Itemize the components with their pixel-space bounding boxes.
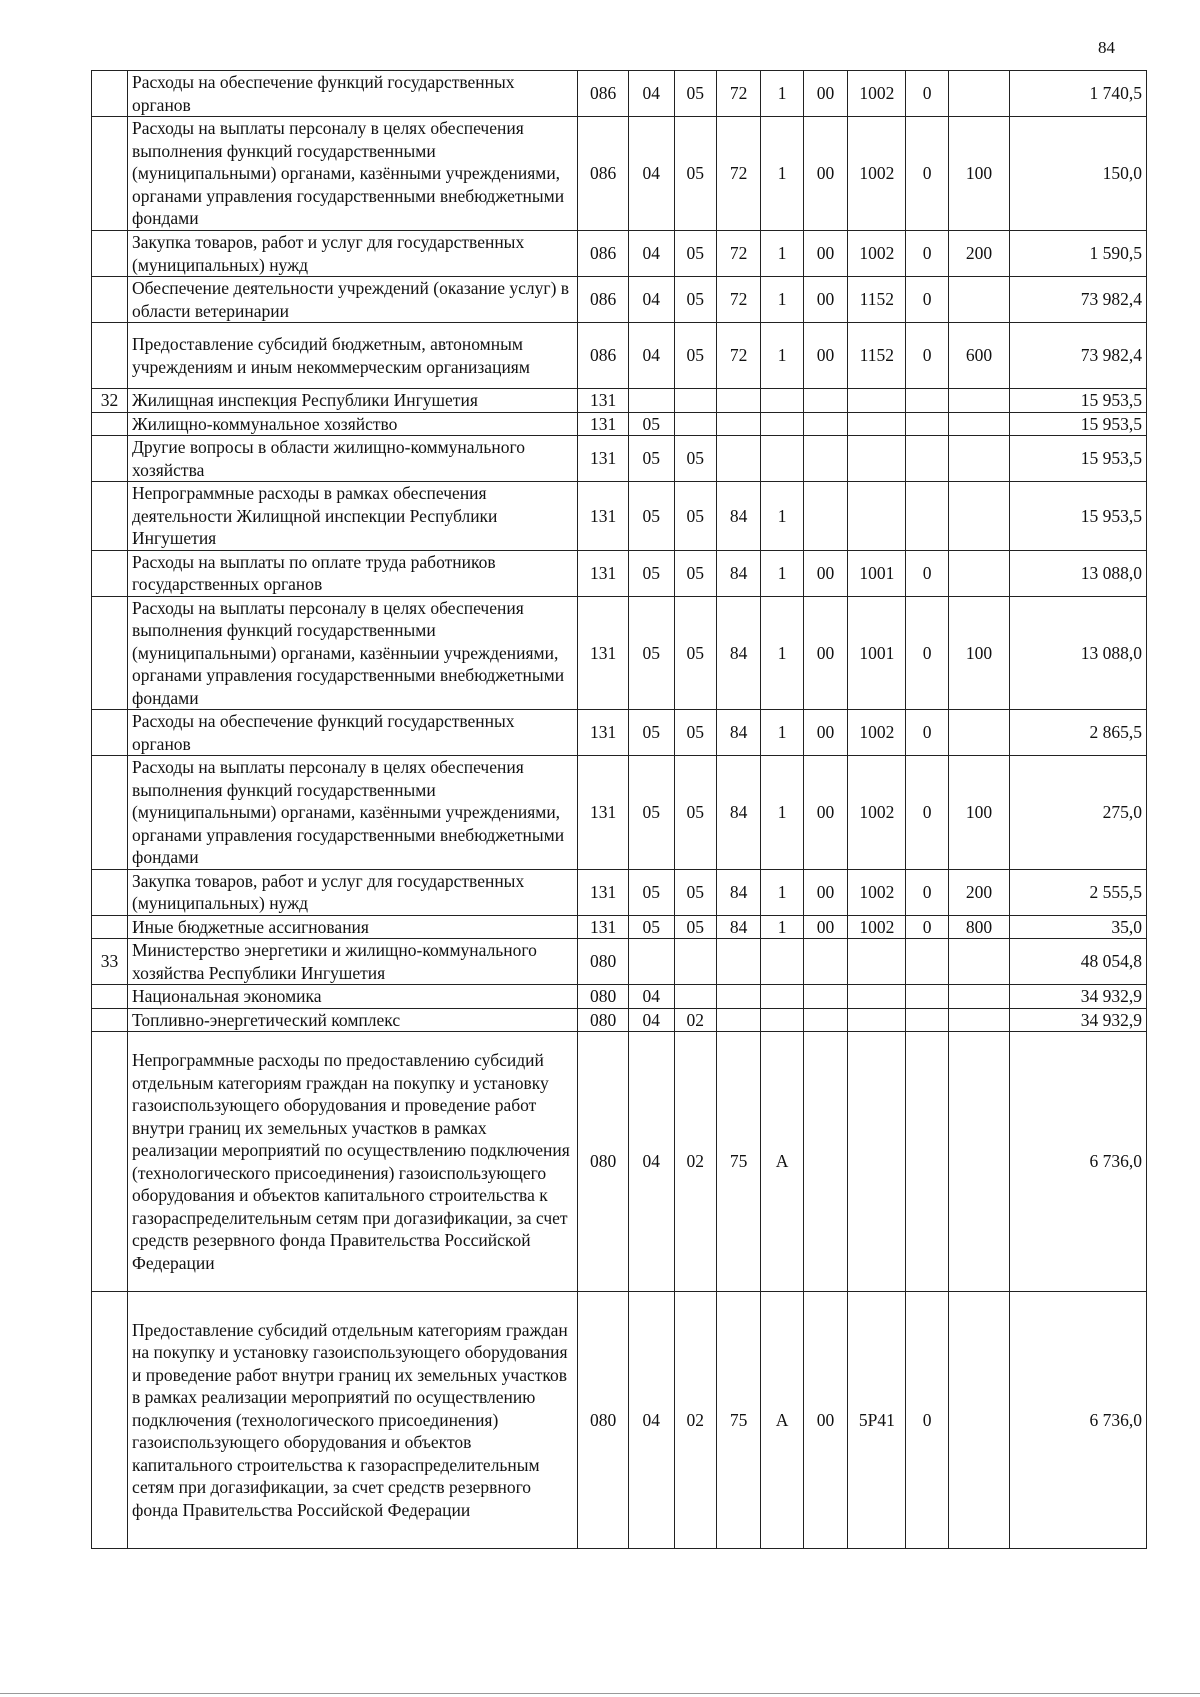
row-amount: 15 953,5 <box>1010 412 1147 436</box>
table-row <box>92 436 1147 482</box>
table-row <box>92 1008 1147 1032</box>
direction-code: 00 <box>803 915 847 939</box>
direction-code: 00 <box>803 1292 847 1549</box>
row-number <box>92 985 128 1009</box>
expense-code: 1002 <box>848 231 906 277</box>
row-amount: 6 736,0 <box>1010 1032 1147 1292</box>
direction-code <box>803 436 847 482</box>
subprogram-code <box>761 412 803 436</box>
extra-code <box>906 389 948 413</box>
row-number <box>92 915 128 939</box>
subprogram-code: 1 <box>761 915 803 939</box>
expense-type-code <box>948 436 1009 482</box>
table-row <box>92 412 1147 436</box>
subsection-code: 05 <box>674 117 716 231</box>
table-row <box>92 869 1147 915</box>
direction-code <box>803 985 847 1009</box>
row-amount: 48 054,8 <box>1010 939 1147 985</box>
row-amount: 1 740,5 <box>1010 71 1147 117</box>
row-name: Непрограммные расходы по предоставлению субсидий отдельным категориям граждан на покупку и установку газоиспользующего оборудования и проведение работ внутри границ их земельных участков в рамках реализации мероприятий по осуществлению подключения (технологического присоединения) газоиспользующего оборудования и объектов капитального строительства к газораспределительным сетям при догазификации, за счет средств резервного фонда Правительства Российской Федерации <box>128 1032 578 1292</box>
admin-code: 131 <box>578 482 629 551</box>
direction-code: 00 <box>803 756 847 870</box>
subsection-code: 05 <box>674 756 716 870</box>
extra-code: 0 <box>906 71 948 117</box>
section-code: 04 <box>629 277 675 323</box>
row-name: Закупка товаров, работ и услуг для государственных (муниципальных) нужд <box>128 869 578 915</box>
subsection-code: 05 <box>674 323 716 389</box>
expense-type-code <box>948 412 1009 436</box>
extra-code: 0 <box>906 756 948 870</box>
expense-type-code <box>948 985 1009 1009</box>
program-code: 75 <box>716 1292 760 1549</box>
table-row <box>92 596 1147 710</box>
row-name: Министерство энергетики и жилищно-коммунального хозяйства Республики Ингушетия <box>128 939 578 985</box>
program-code: 72 <box>716 231 760 277</box>
expense-type-code <box>948 1008 1009 1032</box>
program-code: 75 <box>716 1032 760 1292</box>
row-amount: 275,0 <box>1010 756 1147 870</box>
expense-type-code: 100 <box>948 596 1009 710</box>
row-number <box>92 1292 128 1549</box>
extra-code <box>906 985 948 1009</box>
section-code: 05 <box>629 869 675 915</box>
extra-code: 0 <box>906 915 948 939</box>
table-body <box>92 71 1147 1549</box>
row-amount: 13 088,0 <box>1010 550 1147 596</box>
row-amount: 150,0 <box>1010 117 1147 231</box>
expense-type-code: 600 <box>948 323 1009 389</box>
expense-type-code: 100 <box>948 756 1009 870</box>
extra-code <box>906 1032 948 1292</box>
row-number <box>92 596 128 710</box>
table-row <box>92 985 1147 1009</box>
table-row <box>92 939 1147 985</box>
admin-code: 080 <box>578 1032 629 1292</box>
program-code: 84 <box>716 482 760 551</box>
row-number <box>92 1032 128 1292</box>
program-code: 84 <box>716 756 760 870</box>
subsection-code: 05 <box>674 277 716 323</box>
expense-type-code <box>948 71 1009 117</box>
admin-code: 131 <box>578 412 629 436</box>
subsection-code: 05 <box>674 231 716 277</box>
direction-code: 00 <box>803 71 847 117</box>
row-name: Расходы на обеспечение функций государственных органов <box>128 710 578 756</box>
direction-code <box>803 389 847 413</box>
direction-code <box>803 1032 847 1292</box>
direction-code: 00 <box>803 323 847 389</box>
subprogram-code <box>761 389 803 413</box>
section-code: 04 <box>629 117 675 231</box>
table-row <box>92 550 1147 596</box>
section-code: 05 <box>629 482 675 551</box>
section-code: 05 <box>629 710 675 756</box>
expense-type-code <box>948 389 1009 413</box>
subprogram-code: 1 <box>761 550 803 596</box>
program-code: 72 <box>716 323 760 389</box>
table-row <box>92 323 1147 389</box>
table-row <box>92 915 1147 939</box>
expense-type-code <box>948 277 1009 323</box>
expense-code: 1002 <box>848 756 906 870</box>
program-code: 72 <box>716 117 760 231</box>
subsection-code: 05 <box>674 915 716 939</box>
row-number <box>92 323 128 389</box>
extra-code: 0 <box>906 710 948 756</box>
subsection-code <box>674 412 716 436</box>
subsection-code: 02 <box>674 1292 716 1549</box>
row-number: 33 <box>92 939 128 985</box>
admin-code: 086 <box>578 231 629 277</box>
direction-code: 00 <box>803 596 847 710</box>
extra-code <box>906 1008 948 1032</box>
subsection-code <box>674 985 716 1009</box>
table-row <box>92 710 1147 756</box>
admin-code: 080 <box>578 1292 629 1549</box>
expense-type-code <box>948 550 1009 596</box>
subprogram-code: 1 <box>761 482 803 551</box>
expense-code <box>848 412 906 436</box>
subprogram-code: А <box>761 1032 803 1292</box>
direction-code: 00 <box>803 277 847 323</box>
admin-code: 131 <box>578 550 629 596</box>
row-amount: 73 982,4 <box>1010 277 1147 323</box>
program-code: 84 <box>716 550 760 596</box>
admin-code: 131 <box>578 756 629 870</box>
program-code: 84 <box>716 869 760 915</box>
subprogram-code: 1 <box>761 323 803 389</box>
expense-type-code: 100 <box>948 117 1009 231</box>
row-name: Другие вопросы в области жилищно-коммунального хозяйства <box>128 436 578 482</box>
extra-code: 0 <box>906 596 948 710</box>
program-code <box>716 389 760 413</box>
row-name: Национальная экономика <box>128 985 578 1009</box>
section-code: 05 <box>629 756 675 870</box>
row-number <box>92 277 128 323</box>
program-code <box>716 412 760 436</box>
section-code: 04 <box>629 985 675 1009</box>
subsection-code: 05 <box>674 71 716 117</box>
row-number <box>92 231 128 277</box>
subprogram-code: 1 <box>761 756 803 870</box>
subsection-code: 05 <box>674 869 716 915</box>
direction-code: 00 <box>803 869 847 915</box>
section-code: 04 <box>629 1292 675 1549</box>
row-amount: 2 865,5 <box>1010 710 1147 756</box>
table-row <box>92 277 1147 323</box>
table-row <box>92 231 1147 277</box>
extra-code <box>906 436 948 482</box>
subprogram-code: 1 <box>761 231 803 277</box>
row-amount: 2 555,5 <box>1010 869 1147 915</box>
expense-code: 5Р41 <box>848 1292 906 1549</box>
subprogram-code <box>761 939 803 985</box>
expense-type-code: 200 <box>948 869 1009 915</box>
expense-code <box>848 939 906 985</box>
extra-code: 0 <box>906 869 948 915</box>
row-name: Топливно-энергетический комплекс <box>128 1008 578 1032</box>
row-name: Непрограммные расходы в рамках обеспечения деятельности Жилищной инспекции Республики Ингушетия <box>128 482 578 551</box>
table-row <box>92 117 1147 231</box>
row-name: Расходы на выплаты персоналу в целях обеспечения выполнения функций государственными (муниципальными) органами, казённыии учреждениями, органами управления государственными внебюджетными фондами <box>128 596 578 710</box>
section-code: 04 <box>629 1032 675 1292</box>
table-row <box>92 1032 1147 1292</box>
direction-code: 00 <box>803 710 847 756</box>
expense-type-code: 200 <box>948 231 1009 277</box>
subsection-code: 05 <box>674 596 716 710</box>
row-amount: 6 736,0 <box>1010 1292 1147 1549</box>
row-number <box>92 550 128 596</box>
expense-code: 1002 <box>848 117 906 231</box>
row-number <box>92 482 128 551</box>
row-amount: 15 953,5 <box>1010 389 1147 413</box>
footer-rule <box>0 1693 1200 1694</box>
section-code: 05 <box>629 596 675 710</box>
row-amount: 1 590,5 <box>1010 231 1147 277</box>
row-name: Предоставление субсидий бюджетным, автономным учреждениям и иным некоммерческим организациям <box>128 323 578 389</box>
subsection-code <box>674 939 716 985</box>
row-amount: 73 982,4 <box>1010 323 1147 389</box>
expense-code <box>848 1032 906 1292</box>
extra-code: 0 <box>906 550 948 596</box>
row-amount: 34 932,9 <box>1010 1008 1147 1032</box>
admin-code: 131 <box>578 710 629 756</box>
direction-code: 00 <box>803 550 847 596</box>
table-row <box>92 1292 1147 1549</box>
admin-code: 086 <box>578 117 629 231</box>
expense-type-code <box>948 939 1009 985</box>
direction-code <box>803 412 847 436</box>
subprogram-code <box>761 985 803 1009</box>
expense-type-code <box>948 1032 1009 1292</box>
row-number: 32 <box>92 389 128 413</box>
row-amount: 15 953,5 <box>1010 482 1147 551</box>
expense-code <box>848 436 906 482</box>
table-row <box>92 482 1147 551</box>
row-name: Иные бюджетные ассигнования <box>128 915 578 939</box>
subsection-code: 05 <box>674 710 716 756</box>
admin-code: 086 <box>578 323 629 389</box>
row-number <box>92 756 128 870</box>
row-number <box>92 869 128 915</box>
expense-type-code <box>948 710 1009 756</box>
subprogram-code: А <box>761 1292 803 1549</box>
direction-code <box>803 482 847 551</box>
section-code: 05 <box>629 550 675 596</box>
subsection-code: 05 <box>674 482 716 551</box>
row-amount: 35,0 <box>1010 915 1147 939</box>
admin-code: 131 <box>578 596 629 710</box>
program-code: 72 <box>716 71 760 117</box>
budget-table <box>91 70 1147 1549</box>
subsection-code: 05 <box>674 550 716 596</box>
row-name: Расходы на выплаты персоналу в целях обеспечения выполнения функций государственными (муниципальными) органами, казёнными учреждениями, органами управления государственными внебюджетными фондами <box>128 756 578 870</box>
program-code: 72 <box>716 277 760 323</box>
table-row <box>92 71 1147 117</box>
admin-code: 080 <box>578 985 629 1009</box>
subprogram-code: 1 <box>761 710 803 756</box>
subprogram-code: 1 <box>761 117 803 231</box>
extra-code <box>906 482 948 551</box>
admin-code: 131 <box>578 915 629 939</box>
expense-code: 1001 <box>848 550 906 596</box>
row-number <box>92 117 128 231</box>
admin-code: 131 <box>578 389 629 413</box>
expense-code <box>848 482 906 551</box>
row-number <box>92 710 128 756</box>
extra-code: 0 <box>906 231 948 277</box>
expense-code: 1002 <box>848 915 906 939</box>
expense-type-code <box>948 482 1009 551</box>
expense-type-code: 800 <box>948 915 1009 939</box>
row-name: Жилищно-коммунальное хозяйство <box>128 412 578 436</box>
row-name: Закупка товаров, работ и услуг для государственных (муниципальных) нужд <box>128 231 578 277</box>
expense-code: 1002 <box>848 710 906 756</box>
program-code <box>716 436 760 482</box>
row-name: Расходы на выплаты по оплате труда работников государственных органов <box>128 550 578 596</box>
direction-code: 00 <box>803 231 847 277</box>
extra-code: 0 <box>906 323 948 389</box>
extra-code: 0 <box>906 117 948 231</box>
subsection-code: 02 <box>674 1008 716 1032</box>
direction-code <box>803 939 847 985</box>
subsection-code <box>674 389 716 413</box>
row-amount: 13 088,0 <box>1010 596 1147 710</box>
expense-code: 1002 <box>848 71 906 117</box>
subprogram-code: 1 <box>761 277 803 323</box>
row-name: Обеспечение деятельности учреждений (оказание услуг) в области ветеринарии <box>128 277 578 323</box>
section-code: 05 <box>629 412 675 436</box>
admin-code: 086 <box>578 71 629 117</box>
direction-code: 00 <box>803 117 847 231</box>
program-code <box>716 1008 760 1032</box>
program-code <box>716 985 760 1009</box>
page-number: 84 <box>1098 38 1115 57</box>
section-code: 05 <box>629 915 675 939</box>
row-number <box>92 1008 128 1032</box>
direction-code <box>803 1008 847 1032</box>
extra-code <box>906 939 948 985</box>
admin-code: 080 <box>578 939 629 985</box>
row-amount: 34 932,9 <box>1010 985 1147 1009</box>
program-code: 84 <box>716 710 760 756</box>
expense-code <box>848 985 906 1009</box>
admin-code: 086 <box>578 277 629 323</box>
section-code: 05 <box>629 436 675 482</box>
subsection-code: 02 <box>674 1032 716 1292</box>
extra-code: 0 <box>906 277 948 323</box>
expense-code: 1002 <box>848 869 906 915</box>
subprogram-code: 1 <box>761 596 803 710</box>
expense-code: 1152 <box>848 277 906 323</box>
admin-code: 131 <box>578 869 629 915</box>
row-name: Расходы на обеспечение функций государственных органов <box>128 71 578 117</box>
expense-code: 1001 <box>848 596 906 710</box>
row-amount: 15 953,5 <box>1010 436 1147 482</box>
section-code <box>629 939 675 985</box>
admin-code: 131 <box>578 436 629 482</box>
section-code <box>629 389 675 413</box>
expense-code <box>848 389 906 413</box>
expense-type-code <box>948 1292 1009 1549</box>
section-code: 04 <box>629 323 675 389</box>
extra-code: 0 <box>906 1292 948 1549</box>
row-number <box>92 71 128 117</box>
row-name: Предоставление субсидий отдельным категориям граждан на покупку и установку газоиспользующего оборудования и проведение работ внутри границ их земельных участков в рамках реализации мероприятий по осуществлению подключения (технологического присоединения) газоиспользующего оборудования и объектов капитального строительства к газораспределительным сетям при догазификации, за счет средств резервного фонда Правительства Российской Федерации <box>128 1292 578 1549</box>
program-code: 84 <box>716 596 760 710</box>
row-number <box>92 436 128 482</box>
subprogram-code: 1 <box>761 869 803 915</box>
section-code: 04 <box>629 1008 675 1032</box>
program-code <box>716 939 760 985</box>
table-row <box>92 389 1147 413</box>
expense-code: 1152 <box>848 323 906 389</box>
subprogram-code: 1 <box>761 71 803 117</box>
program-code: 84 <box>716 915 760 939</box>
extra-code <box>906 412 948 436</box>
admin-code: 080 <box>578 1008 629 1032</box>
section-code: 04 <box>629 71 675 117</box>
section-code: 04 <box>629 231 675 277</box>
subprogram-code <box>761 1008 803 1032</box>
expense-code <box>848 1008 906 1032</box>
row-name: Жилищная инспекция Республики Ингушетия <box>128 389 578 413</box>
row-number <box>92 412 128 436</box>
subsection-code: 05 <box>674 436 716 482</box>
table-row <box>92 756 1147 870</box>
subprogram-code <box>761 436 803 482</box>
row-name: Расходы на выплаты персоналу в целях обеспечения выполнения функций государственными (муниципальными) органами, казёнными учреждениями, органами управления государственными внебюджетными фондами <box>128 117 578 231</box>
